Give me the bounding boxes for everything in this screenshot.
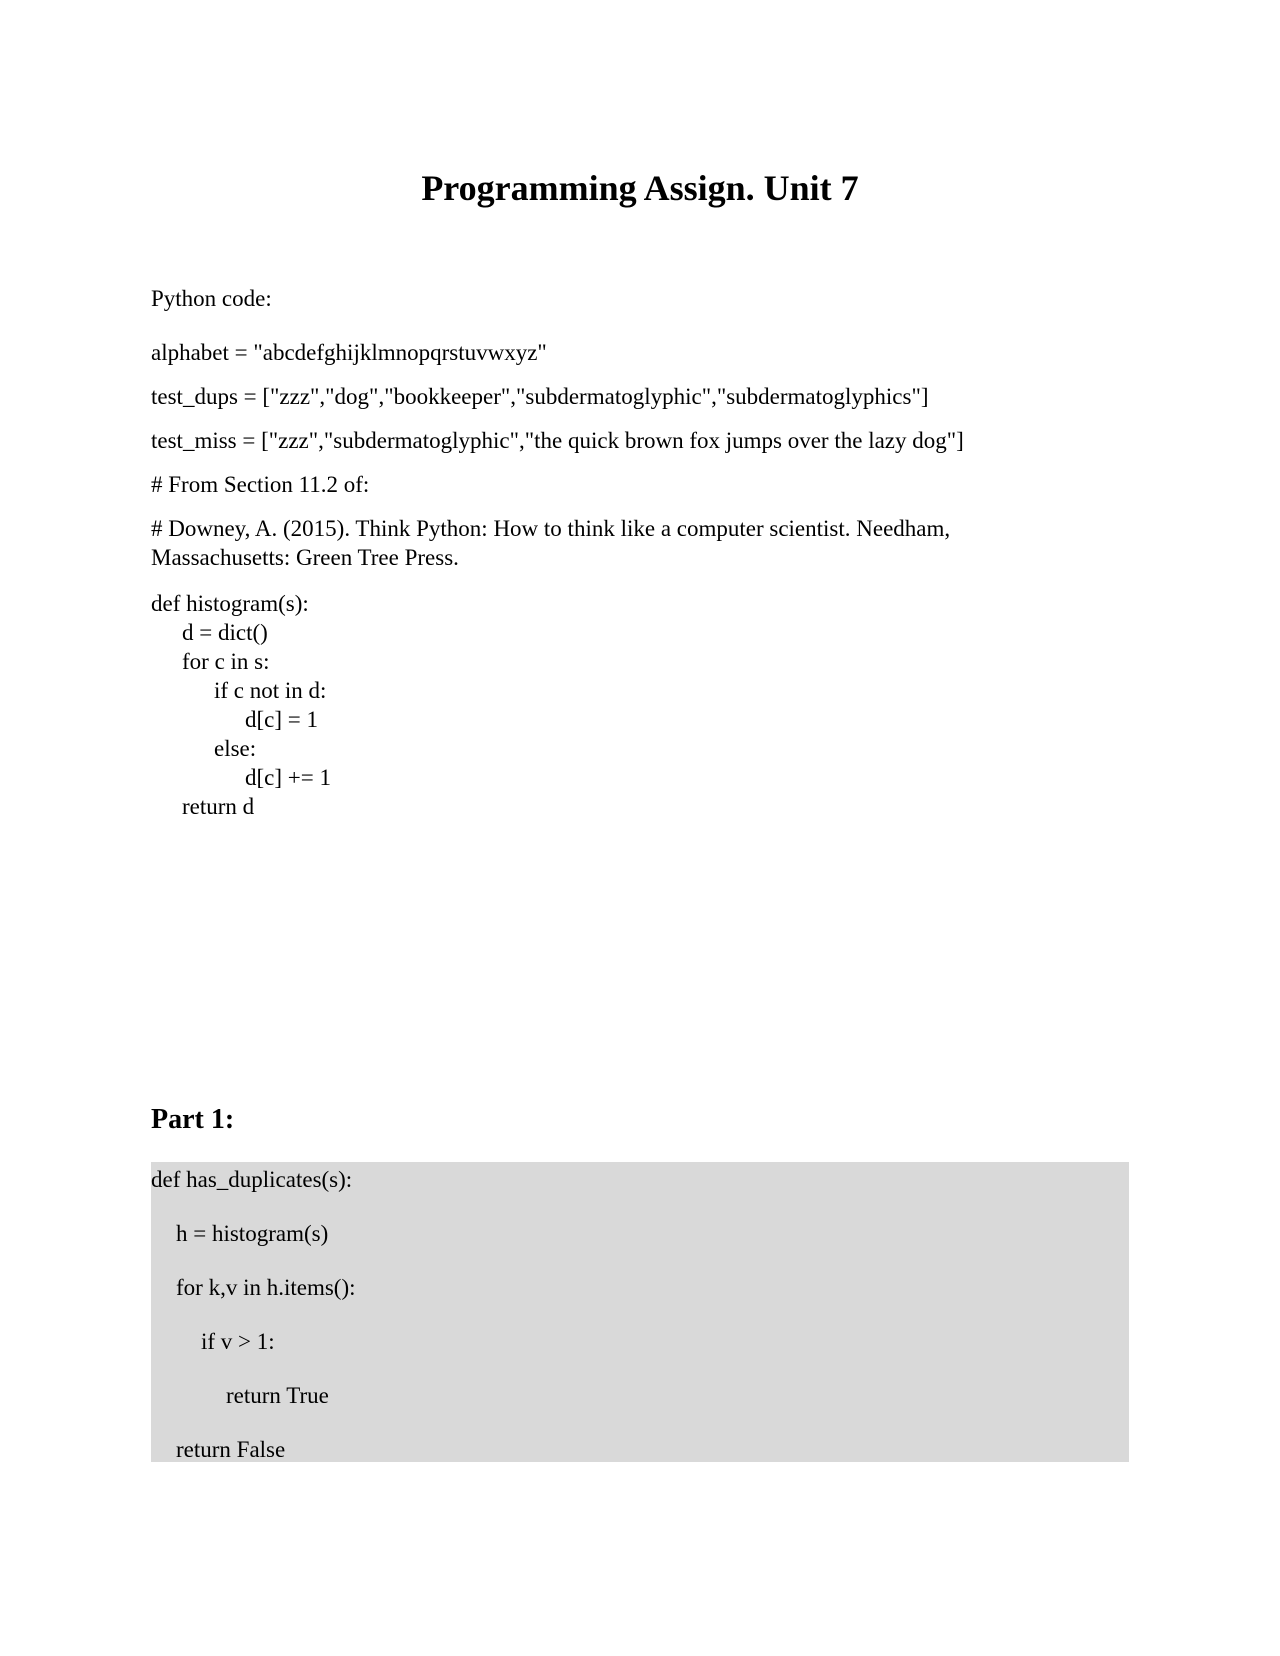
test-dups-line: test_dups = ["zzz","dog","bookkeeper","subdermatoglyphic","subdermatoglyphics"] — [151, 384, 929, 409]
code-line: return True — [226, 1383, 329, 1408]
code-line: return False — [176, 1437, 286, 1462]
page-title: Programming Assign. Unit 7 — [421, 168, 859, 208]
section-comment: # From Section 11.2 of: — [151, 472, 370, 497]
code-line: else: — [214, 736, 257, 761]
code-line: def histogram(s): — [151, 591, 309, 616]
citation-comment: # Downey, A. (2015). Think Python: How to think like a computer scientist. Needham, Massachusetts: Green Tree Press. — [151, 516, 951, 570]
code-line: if c not in d: — [214, 678, 327, 703]
code-line: d[c] += 1 — [245, 765, 331, 790]
python-code-label: Python code: — [151, 286, 272, 311]
code-line: for k,v in h.items(): — [176, 1275, 356, 1300]
code-line: return d — [182, 794, 255, 819]
code-line: d = dict() — [182, 620, 268, 645]
code-line: d[c] = 1 — [245, 707, 318, 732]
code-line: for c in s: — [182, 649, 270, 674]
alphabet-line: alphabet = "abcdefghijklmnopqrstuvwxyz" — [151, 340, 547, 365]
part1-code-block — [151, 1162, 1129, 1462]
test-miss-line: test_miss = ["zzz","subdermatoglyphic","the quick brown fox jumps over the lazy dog"] — [151, 428, 964, 453]
histogram-code-block — [151, 589, 331, 821]
part1-heading: Part 1: — [151, 1104, 235, 1135]
code-line: if v > 1: — [201, 1329, 275, 1354]
code-line: def has_duplicates(s): — [151, 1167, 353, 1192]
code-line: h = histogram(s) — [176, 1221, 329, 1246]
